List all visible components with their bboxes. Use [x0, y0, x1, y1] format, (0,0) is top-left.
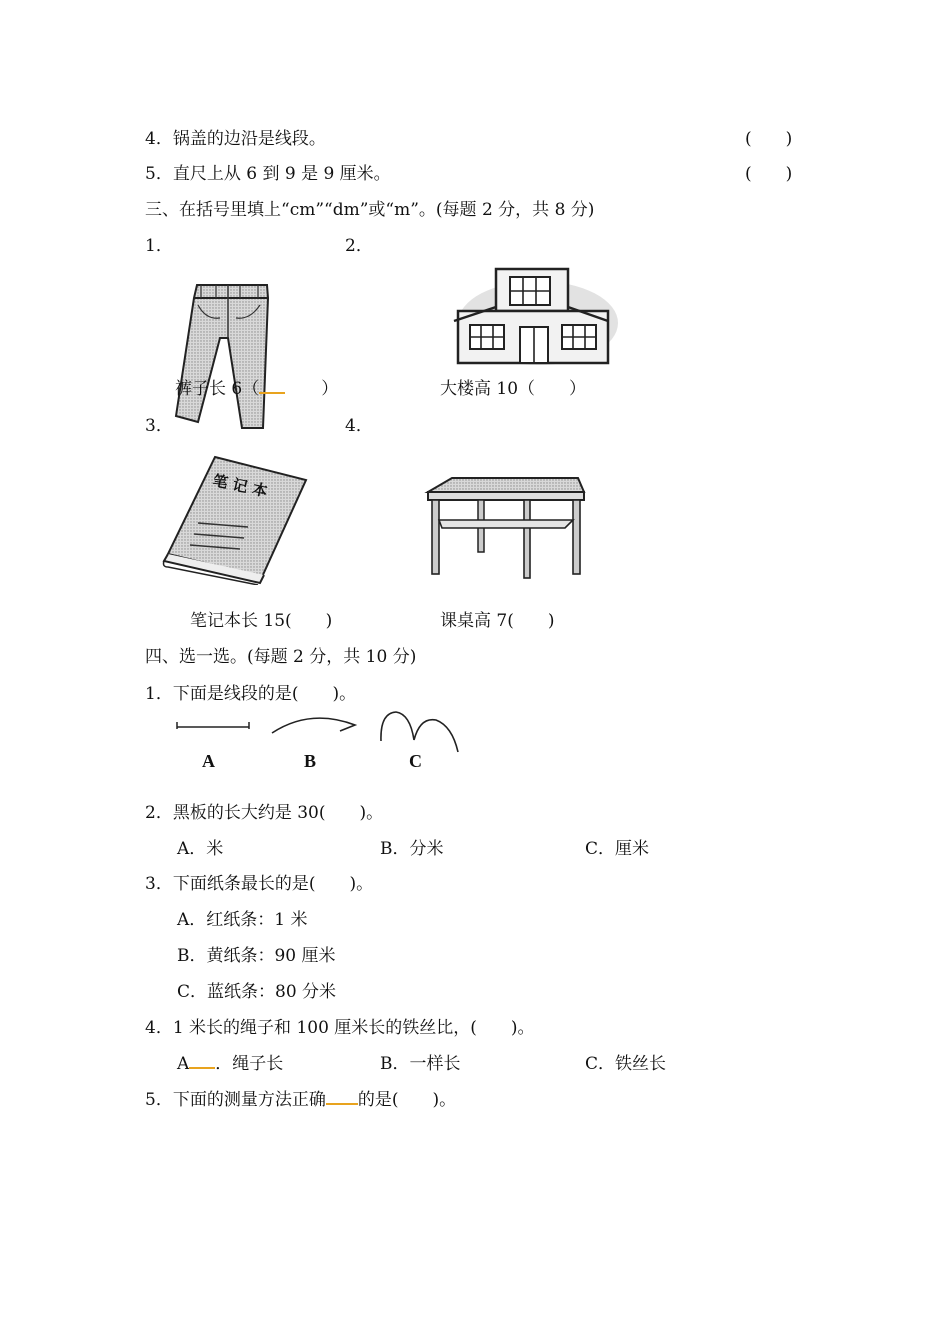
section4-title: 四、选一选。(每题 2 分，共 10 分) [145, 647, 417, 667]
answer-blank[interactable]: ( ) [745, 129, 793, 149]
item-number: 2． [345, 236, 373, 256]
judge-q5: 5．直尺上从 6 到 9 是 9 厘米。 [145, 164, 391, 184]
notebook-image [160, 455, 310, 585]
s4-q3: 3．下面纸条最长的是( )。 [145, 874, 374, 894]
s4-q3-option-a[interactable]: A．红纸条：1 米 [177, 910, 308, 930]
s4-q4-option-a-letter: A [177, 1054, 190, 1074]
s4-q4: 4．1 米长的绳子和 100 厘米长的铁丝比，( )。 [145, 1018, 535, 1038]
s4-q5 [145, 1089, 456, 1111]
s4-q4-option-c[interactable]: C．铁丝长 [585, 1054, 667, 1074]
pants-question-suffix: ） [321, 379, 339, 399]
item-number: 3． [145, 416, 173, 436]
judge-q4: 4．锅盖的边沿是线段。 [145, 129, 326, 149]
s4-q4-option-a[interactable] [177, 1053, 283, 1075]
s4-q5-prefix: 5．下面的测量方法正确 [145, 1090, 326, 1110]
pants-image [170, 280, 280, 430]
s4-q4-option-a-text: ．绳子长 [215, 1054, 284, 1074]
building-image [450, 263, 625, 368]
option-label-a: A [202, 751, 215, 771]
option-label-c: C [409, 751, 422, 771]
desk-question: 课桌高 7( ) [440, 611, 555, 631]
section3-title: 三、在括号里填上“cm”“dm”或“m”。(每题 2 分，共 8 分) [145, 200, 595, 220]
answer-blank[interactable]: ( ) [745, 164, 793, 184]
answer-blank[interactable] [259, 380, 285, 394]
notebook-question: 笔记本长 15( ) [190, 611, 333, 631]
s4-q4-option-b[interactable]: B．一样长 [380, 1054, 461, 1074]
line-shapes [170, 708, 470, 756]
s4-q2: 2．黑板的长大约是 30( )。 [145, 803, 384, 823]
s4-q3-option-b[interactable]: B．黄纸条：90 厘米 [177, 946, 336, 966]
notebook-cover-text: 笔 记 本 [211, 471, 270, 501]
highlight-mark [189, 1055, 215, 1069]
pants-question [175, 378, 338, 400]
s4-q2-option-b[interactable]: B．分米 [380, 839, 444, 859]
s4-q3-option-c[interactable]: C．蓝纸条：80 分米 [177, 982, 337, 1002]
item-number: 1． [145, 236, 173, 256]
desk-image [420, 470, 590, 585]
s4-q2-option-a[interactable]: A．米 [177, 839, 224, 859]
building-question: 大楼高 10（ ） [440, 379, 587, 399]
highlight-mark [326, 1091, 358, 1105]
item-number: 4． [345, 416, 373, 436]
option-label-b: B [304, 751, 317, 771]
s4-q1: 1．下面是线段的是( )。 [145, 684, 357, 704]
pants-question-prefix: 裤子长 6（ [175, 379, 260, 399]
s4-q2-option-c[interactable]: C．厘米 [585, 839, 650, 859]
s4-q5-suffix: 的是( )。 [357, 1090, 457, 1110]
